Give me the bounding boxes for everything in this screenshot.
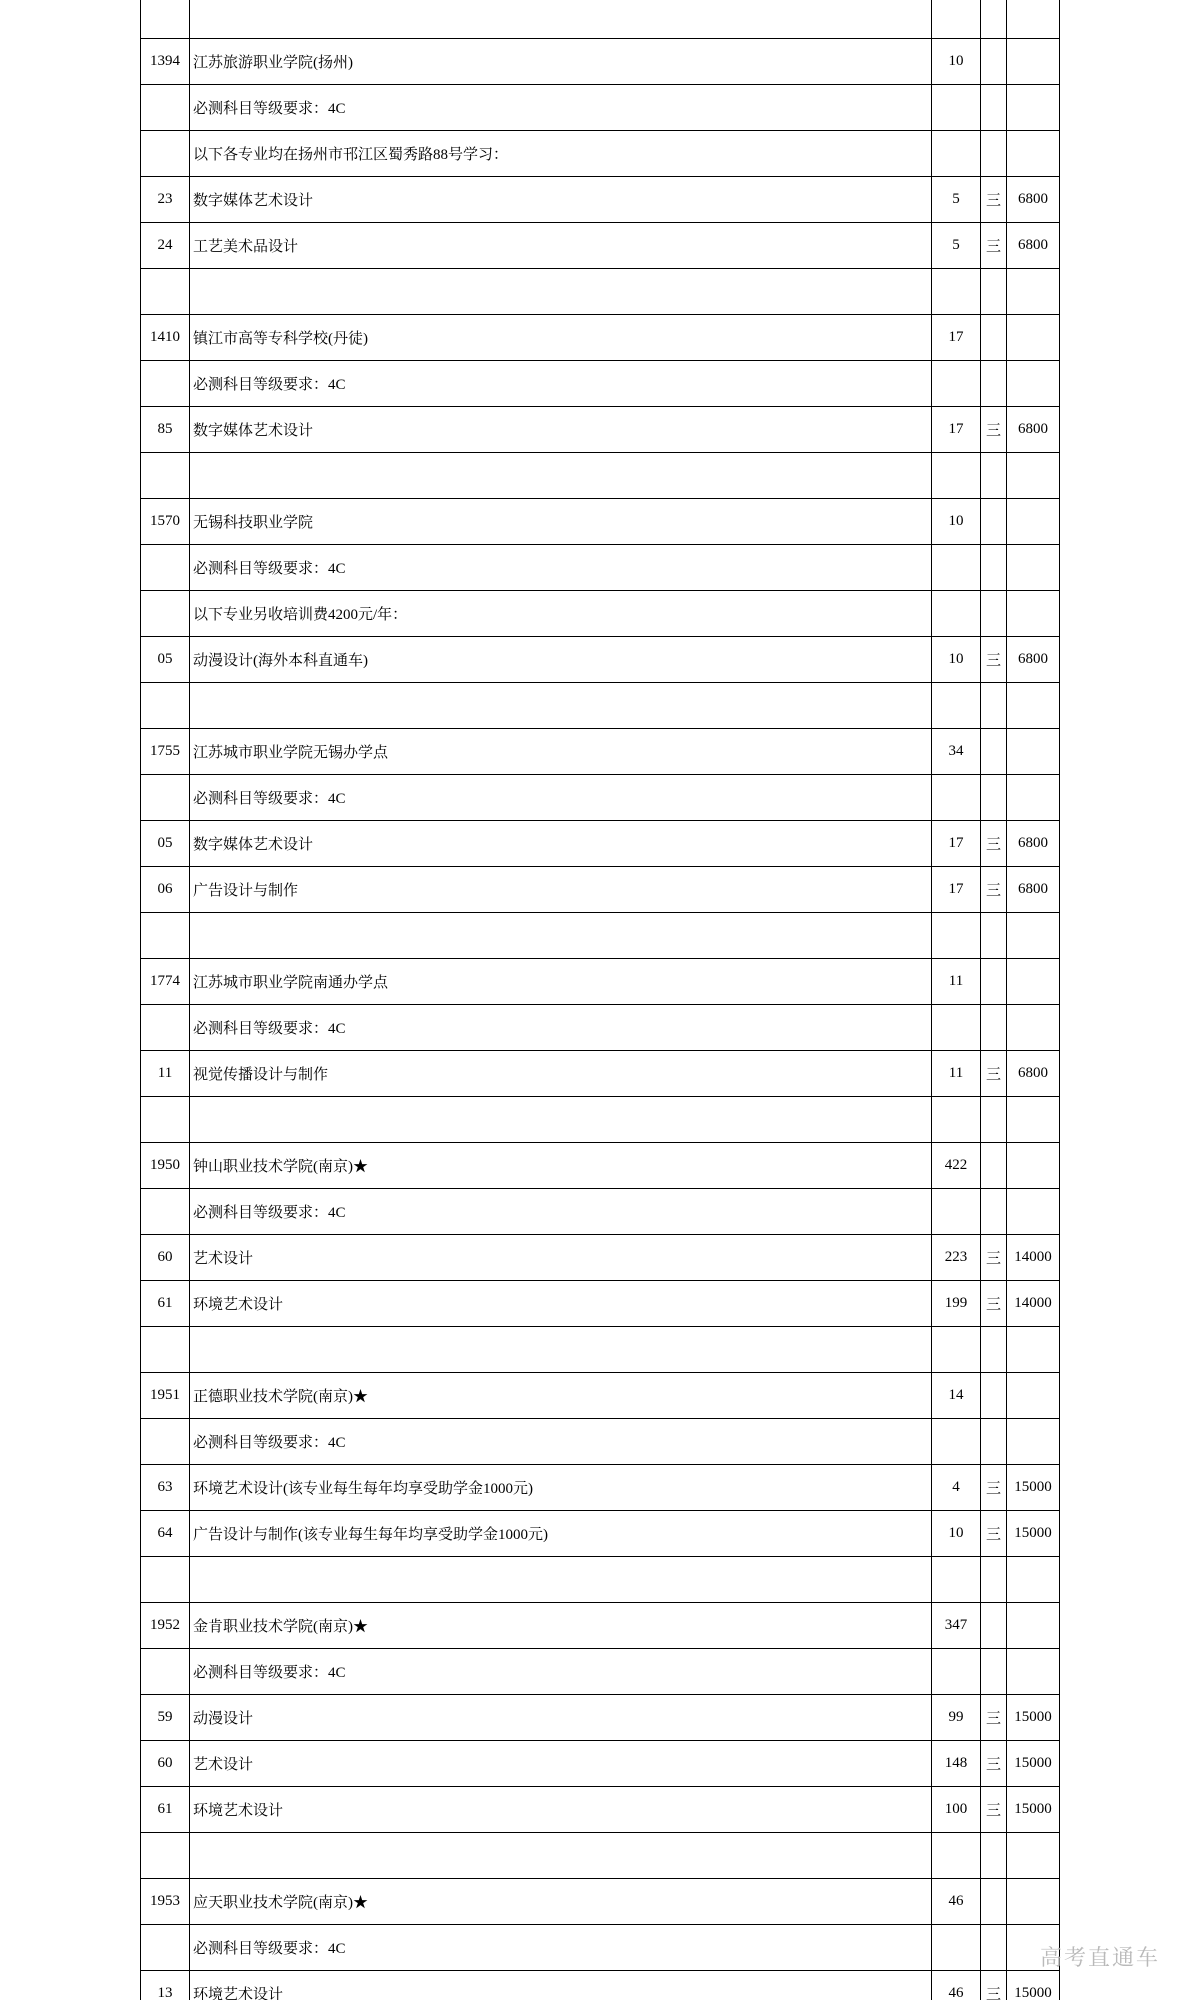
requirement-row [141,1004,1060,1050]
code-cell [141,1832,190,1878]
batch-cell [981,1648,1007,1694]
batch-cell: 三 [981,406,1007,452]
separator-row [141,1096,1060,1142]
count-cell: 14 [932,1372,981,1418]
separator-row [141,912,1060,958]
code-cell [141,452,190,498]
name-cell: 江苏旅游职业学院(扬州) [190,38,932,84]
fee-cell [1007,268,1060,314]
requirement-row [141,774,1060,820]
count-cell [932,1556,981,1602]
name-cell [190,912,932,958]
separator-row [141,452,1060,498]
batch-cell: 三 [981,1740,1007,1786]
count-cell [932,1648,981,1694]
fee-cell: 14000 [1007,1280,1060,1326]
batch-cell: 三 [981,1786,1007,1832]
code-cell: 13 [141,1970,190,2000]
code-cell: 1950 [141,1142,190,1188]
fee-cell [1007,1142,1060,1188]
major-row [141,1970,1060,2000]
school-row [141,1372,1060,1418]
fee-cell: 6800 [1007,820,1060,866]
name-cell: 艺术设计 [190,1234,932,1280]
fee-cell: 6800 [1007,176,1060,222]
separator-row [141,1556,1060,1602]
requirement-row [141,360,1060,406]
count-cell [932,0,981,38]
count-cell: 17 [932,314,981,360]
school-row [141,314,1060,360]
code-cell: 85 [141,406,190,452]
fee-cell [1007,958,1060,1004]
batch-cell [981,452,1007,498]
count-cell [932,1004,981,1050]
name-cell: 必测科目等级要求：4C [190,774,932,820]
count-cell [932,774,981,820]
count-cell [932,544,981,590]
separator-row [141,682,1060,728]
fee-cell [1007,682,1060,728]
batch-cell [981,1142,1007,1188]
name-cell: 必测科目等级要求：4C [190,544,932,590]
separator-row [141,268,1060,314]
major-row [141,1234,1060,1280]
fee-cell [1007,1648,1060,1694]
code-cell: 60 [141,1234,190,1280]
count-cell [932,1832,981,1878]
batch-cell [981,0,1007,38]
major-row [141,636,1060,682]
major-row [141,1050,1060,1096]
fee-cell: 6800 [1007,222,1060,268]
batch-cell [981,1832,1007,1878]
batch-cell [981,682,1007,728]
name-cell: 必测科目等级要求：4C [190,84,932,130]
count-cell: 148 [932,1740,981,1786]
name-cell [190,0,932,38]
batch-cell [981,958,1007,1004]
count-cell: 11 [932,1050,981,1096]
batch-cell [981,1372,1007,1418]
batch-cell: 三 [981,1510,1007,1556]
batch-cell: 三 [981,1050,1007,1096]
batch-cell: 三 [981,866,1007,912]
batch-cell [981,1188,1007,1234]
count-cell: 5 [932,222,981,268]
school-row [141,1142,1060,1188]
batch-cell [981,130,1007,176]
count-cell [932,1418,981,1464]
count-cell [932,84,981,130]
fee-cell [1007,1326,1060,1372]
batch-cell: 三 [981,222,1007,268]
count-cell [932,590,981,636]
batch-cell [981,38,1007,84]
code-cell [141,1648,190,1694]
count-cell [932,452,981,498]
batch-cell [981,544,1007,590]
fee-cell [1007,1832,1060,1878]
major-row [141,406,1060,452]
enrollment-plan-table-body [141,0,1060,2000]
batch-cell: 三 [981,1464,1007,1510]
fee-cell: 15000 [1007,1740,1060,1786]
code-cell [141,1188,190,1234]
code-cell [141,1556,190,1602]
batch-cell [981,1418,1007,1464]
count-cell: 4 [932,1464,981,1510]
fee-cell [1007,360,1060,406]
batch-cell [981,360,1007,406]
code-cell: 1410 [141,314,190,360]
fee-cell [1007,84,1060,130]
major-row [141,222,1060,268]
school-row [141,728,1060,774]
batch-cell: 三 [981,176,1007,222]
requirement-row [141,1924,1060,1970]
name-cell: 江苏城市职业学院南通办学点 [190,958,932,1004]
count-cell: 34 [932,728,981,774]
batch-cell [981,912,1007,958]
name-cell: 环境艺术设计 [190,1280,932,1326]
count-cell: 223 [932,1234,981,1280]
name-cell: 广告设计与制作(该专业每生每年均享受助学金1000元) [190,1510,932,1556]
fee-cell [1007,452,1060,498]
code-cell: 05 [141,820,190,866]
batch-cell [981,1326,1007,1372]
count-cell: 46 [932,1878,981,1924]
name-cell [190,1556,932,1602]
name-cell [190,1832,932,1878]
enrollment-plan-table [140,0,1060,2000]
fee-cell [1007,774,1060,820]
requirement-row [141,1648,1060,1694]
name-cell: 数字媒体艺术设计 [190,176,932,222]
count-cell: 17 [932,866,981,912]
name-cell: 镇江市高等专科学校(丹徒) [190,314,932,360]
code-cell: 61 [141,1280,190,1326]
code-cell: 24 [141,222,190,268]
fee-cell: 6800 [1007,406,1060,452]
count-cell: 17 [932,406,981,452]
major-row [141,1786,1060,1832]
fee-cell: 15000 [1007,1786,1060,1832]
name-cell: 必测科目等级要求：4C [190,1418,932,1464]
name-cell: 应天职业技术学院(南京)★ [190,1878,932,1924]
name-cell: 视觉传播设计与制作 [190,1050,932,1096]
name-cell: 数字媒体艺术设计 [190,406,932,452]
batch-cell [981,1924,1007,1970]
batch-cell: 三 [981,1970,1007,2000]
count-cell [932,1924,981,1970]
school-row [141,958,1060,1004]
name-cell: 无锡科技职业学院 [190,498,932,544]
major-row [141,1464,1060,1510]
fee-cell [1007,728,1060,774]
fee-cell: 6800 [1007,636,1060,682]
name-cell: 必测科目等级要求：4C [190,1004,932,1050]
count-cell [932,912,981,958]
count-cell: 10 [932,636,981,682]
fee-cell [1007,498,1060,544]
fee-cell [1007,1372,1060,1418]
code-cell: 23 [141,176,190,222]
separator-row-partial [141,0,1060,38]
name-cell: 工艺美术品设计 [190,222,932,268]
count-cell [932,360,981,406]
fee-cell: 15000 [1007,1694,1060,1740]
name-cell: 钟山职业技术学院(南京)★ [190,1142,932,1188]
major-row [141,176,1060,222]
code-cell [141,268,190,314]
count-cell: 100 [932,1786,981,1832]
fee-cell [1007,1878,1060,1924]
fee-cell: 6800 [1007,1050,1060,1096]
code-cell: 05 [141,636,190,682]
code-cell: 1570 [141,498,190,544]
code-cell: 1394 [141,38,190,84]
name-cell: 必测科目等级要求：4C [190,1188,932,1234]
code-cell [141,360,190,406]
batch-cell [981,774,1007,820]
major-row [141,866,1060,912]
batch-cell [981,1096,1007,1142]
code-cell [141,912,190,958]
batch-cell [981,590,1007,636]
name-cell [190,1326,932,1372]
count-cell: 10 [932,1510,981,1556]
fee-cell [1007,1556,1060,1602]
name-cell [190,1096,932,1142]
fee-cell [1007,590,1060,636]
count-cell: 10 [932,498,981,544]
name-cell: 必测科目等级要求：4C [190,360,932,406]
count-cell: 422 [932,1142,981,1188]
fee-cell [1007,130,1060,176]
batch-cell: 三 [981,1280,1007,1326]
code-cell: 60 [141,1740,190,1786]
fee-cell [1007,1602,1060,1648]
code-cell: 1774 [141,958,190,1004]
code-cell [141,590,190,636]
code-cell [141,1418,190,1464]
code-cell [141,1004,190,1050]
batch-cell [981,1878,1007,1924]
note-row [141,590,1060,636]
fee-cell [1007,1188,1060,1234]
fee-cell [1007,912,1060,958]
batch-cell: 三 [981,820,1007,866]
major-row [141,1740,1060,1786]
school-row [141,498,1060,544]
name-cell: 必测科目等级要求：4C [190,1924,932,1970]
school-row [141,38,1060,84]
name-cell: 金肯职业技术学院(南京)★ [190,1602,932,1648]
code-cell [141,130,190,176]
code-cell [141,1924,190,1970]
count-cell: 347 [932,1602,981,1648]
fee-cell [1007,544,1060,590]
code-cell [141,0,190,38]
batch-cell: 三 [981,636,1007,682]
requirement-row [141,544,1060,590]
count-cell: 199 [932,1280,981,1326]
name-cell: 环境艺术设计 [190,1970,932,2000]
code-cell: 1951 [141,1372,190,1418]
fee-cell [1007,38,1060,84]
fee-cell: 15000 [1007,1464,1060,1510]
code-cell [141,544,190,590]
fee-cell: 6800 [1007,866,1060,912]
fee-cell [1007,1096,1060,1142]
count-cell: 17 [932,820,981,866]
code-cell: 64 [141,1510,190,1556]
separator-row [141,1832,1060,1878]
name-cell: 动漫设计(海外本科直通车) [190,636,932,682]
major-row [141,820,1060,866]
name-cell [190,452,932,498]
batch-cell: 三 [981,1694,1007,1740]
name-cell: 广告设计与制作 [190,866,932,912]
batch-cell [981,728,1007,774]
code-cell [141,774,190,820]
requirement-row [141,1418,1060,1464]
count-cell [932,268,981,314]
code-cell: 11 [141,1050,190,1096]
code-cell [141,1096,190,1142]
code-cell: 06 [141,866,190,912]
code-cell: 1953 [141,1878,190,1924]
code-cell: 1952 [141,1602,190,1648]
code-cell: 59 [141,1694,190,1740]
major-row [141,1694,1060,1740]
batch-cell [981,1556,1007,1602]
name-cell: 环境艺术设计(该专业每生每年均享受助学金1000元) [190,1464,932,1510]
name-cell: 数字媒体艺术设计 [190,820,932,866]
count-cell: 5 [932,176,981,222]
school-row [141,1878,1060,1924]
fee-cell: 14000 [1007,1234,1060,1280]
major-row [141,1510,1060,1556]
name-cell [190,268,932,314]
fee-cell [1007,314,1060,360]
name-cell: 必测科目等级要求：4C [190,1648,932,1694]
name-cell: 以下专业另收培训费4200元/年： [190,590,932,636]
code-cell [141,682,190,728]
batch-cell [981,84,1007,130]
school-row [141,1602,1060,1648]
count-cell [932,1188,981,1234]
batch-cell: 三 [981,1234,1007,1280]
count-cell [932,1326,981,1372]
count-cell [932,682,981,728]
batch-cell [981,498,1007,544]
code-cell [141,84,190,130]
name-cell: 正德职业技术学院(南京)★ [190,1372,932,1418]
name-cell: 动漫设计 [190,1694,932,1740]
count-cell: 99 [932,1694,981,1740]
separator-row [141,1326,1060,1372]
requirement-row [141,84,1060,130]
count-cell: 11 [932,958,981,1004]
count-cell: 10 [932,38,981,84]
note-row [141,130,1060,176]
count-cell: 46 [932,1970,981,2000]
code-cell: 1755 [141,728,190,774]
fee-cell [1007,1004,1060,1050]
major-row [141,1280,1060,1326]
code-cell: 63 [141,1464,190,1510]
batch-cell [981,268,1007,314]
count-cell [932,130,981,176]
count-cell [932,1096,981,1142]
requirement-row [141,1188,1060,1234]
batch-cell [981,314,1007,360]
name-cell [190,682,932,728]
code-cell [141,1326,190,1372]
fee-cell [1007,1418,1060,1464]
name-cell: 艺术设计 [190,1740,932,1786]
fee-cell: 15000 [1007,1970,1060,2000]
fee-cell [1007,0,1060,38]
name-cell: 江苏城市职业学院无锡办学点 [190,728,932,774]
watermark: 高考直通车 [1039,1945,1160,1970]
batch-cell [981,1004,1007,1050]
name-cell: 以下各专业均在扬州市邗江区蜀秀路88号学习： [190,130,932,176]
code-cell: 61 [141,1786,190,1832]
name-cell: 环境艺术设计 [190,1786,932,1832]
batch-cell [981,1602,1007,1648]
fee-cell: 15000 [1007,1510,1060,1556]
